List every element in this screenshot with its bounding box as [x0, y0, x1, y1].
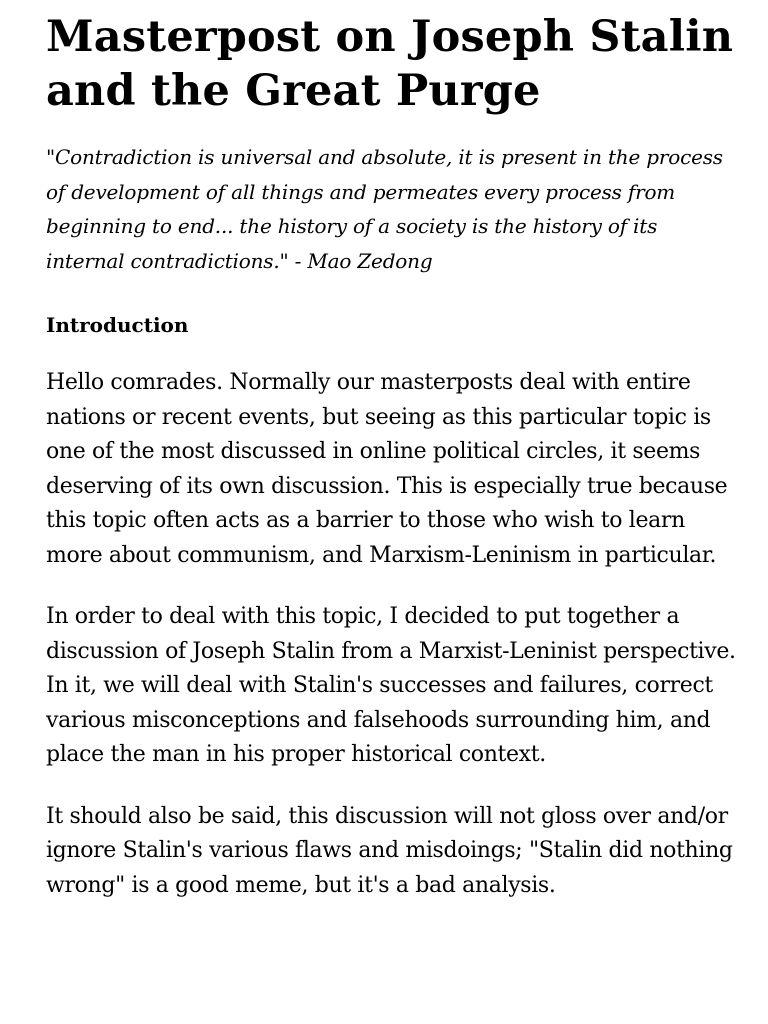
body-paragraph: It should also be said, this discussion will not gloss over and/or ignore Stalin's various flaws and misdoings; "Stalin did nothing wrong" is a good meme, but it's a bad analysis. [46, 803, 733, 898]
body-paragraph: Hello comrades. Normally our masterposts deal with entire nations or recent events, but seeing as this particular topic is one of the most discussed in online political circles, it seems deserving of its own discussion. This is especially true because this topic often acts as a barrier to those who wish to learn more about communism, and Marxism-Leninism in particular. [46, 370, 728, 568]
body-paragraph: In order to deal with this topic, I decided to put together a discussion of Joseph Stalin from a Marxist-Leninist perspective. In it, we will deal with Stalin's successes and failures, correct various misconceptions and falsehoods surrounding him, and place the man in his proper historical context. [46, 604, 736, 767]
epigraph-quote: "Contradiction is universal and absolute, it is present in the process of development of all things and permeates every process from beginning to end... the history of a society is the history of its internal contradictions." - Mao Zedong [46, 145, 723, 273]
article [46, 10, 736, 930]
article-title: Masterpost on Joseph Stalin and the Great Purge [46, 12, 734, 116]
section-heading-introduction: Introduction [46, 313, 189, 337]
